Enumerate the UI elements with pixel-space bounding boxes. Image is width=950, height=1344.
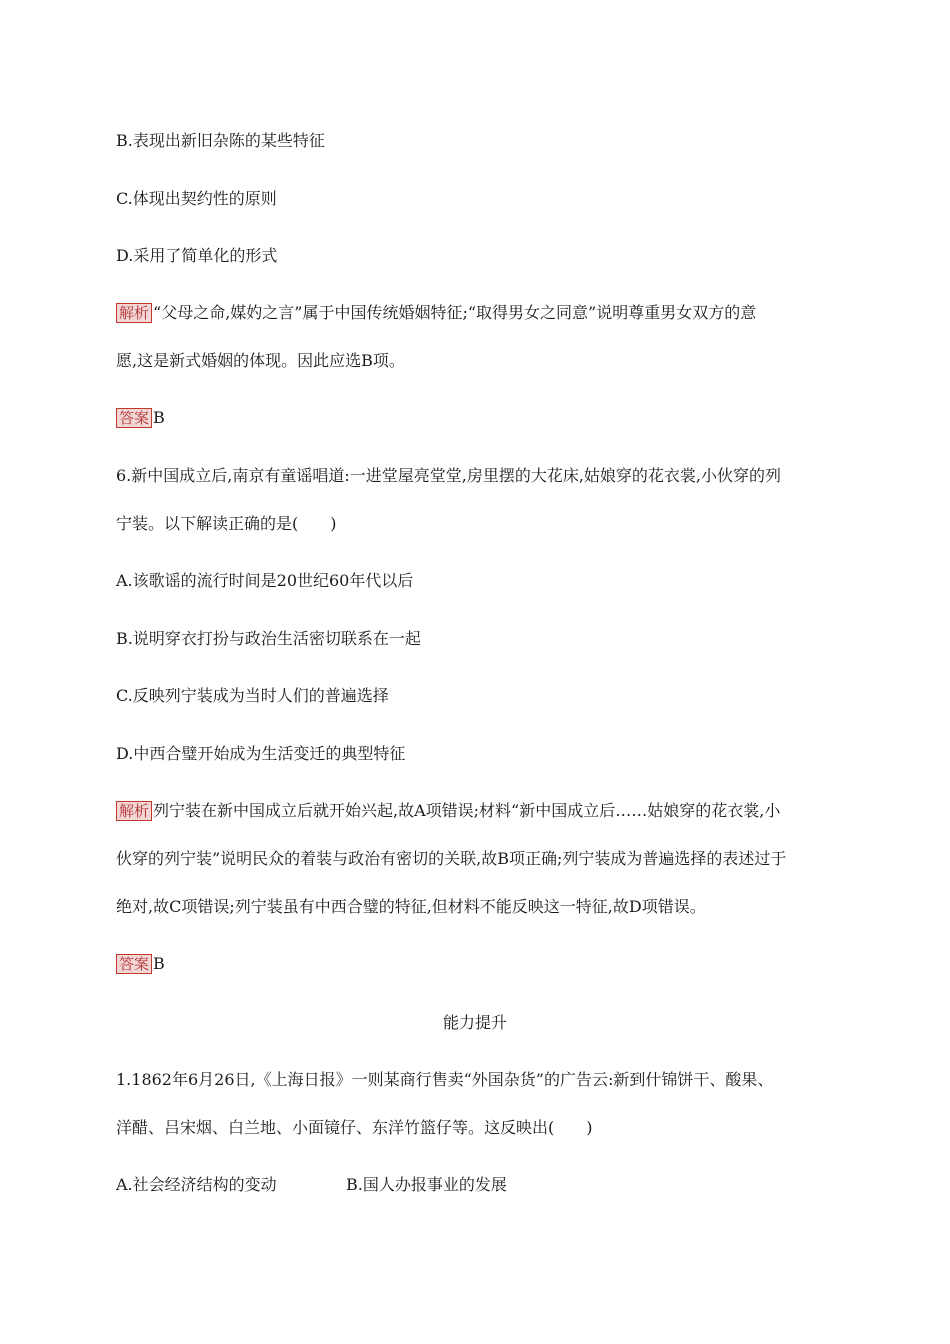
q5-answer-value: B xyxy=(153,408,165,427)
analysis-tag: 解析 xyxy=(116,303,152,323)
q6-option-a: A.该歌谣的流行时间是20世纪60年代以后 xyxy=(116,571,414,590)
q5-option-b: B.表现出新旧杂陈的某些特征 xyxy=(116,131,325,150)
q6-answer-value: B xyxy=(153,954,165,973)
q5-answer xyxy=(116,408,165,428)
q6-answer xyxy=(116,954,165,974)
analysis-tag: 解析 xyxy=(116,801,152,821)
q1-stem-line-1: 1.1862年6月26日,《上海日报》一则某商行售卖“外国杂货”的广告云:新到什锦饼干、酸果、 xyxy=(116,1070,774,1089)
q6-option-c: C.反映列宁装成为当时人们的普遍选择 xyxy=(116,686,389,705)
q6-stem-line-1: 6.新中国成立后,南京有童谣唱道:一进堂屋亮堂堂,房里摆的大花床,姑娘穿的花衣裳,小伙穿的列 xyxy=(116,466,782,485)
q5-analysis-text-1: “父母之命,媒妁之言”属于中国传统婚姻特征;“取得男女之同意”说明尊重男女双方的意 xyxy=(153,303,757,322)
q6-option-b: B.说明穿衣打扮与政治生活密切联系在一起 xyxy=(116,629,421,648)
q1-option-a: A.社会经济结构的变动 xyxy=(116,1175,277,1194)
q5-analysis-line-2: 愿,这是新式婚姻的体现。因此应选B项。 xyxy=(116,351,405,370)
q6-analysis-line-3: 绝对,故C项错误;列宁装虽有中西合璧的特征,但材料不能反映这一特征,故D项错误。 xyxy=(116,897,706,916)
q6-analysis-text-1: 列宁装在新中国成立后就开始兴起,故A项错误;材料“新中国成立后……姑娘穿的花衣裳,小 xyxy=(153,801,781,820)
q6-option-d: D.中西合璧开始成为生活变迁的典型特征 xyxy=(116,744,406,763)
q6-stem-line-2: 宁装。以下解读正确的是( ) xyxy=(116,514,337,533)
q6-analysis-line-2: 伙穿的列宁装”说明民众的着装与政治有密切的关联,故B项正确;列宁装成为普遍选择的表述过于 xyxy=(116,849,787,868)
answer-tag: 答案 xyxy=(116,954,152,974)
q5-option-d: D.采用了简单化的形式 xyxy=(116,246,278,265)
q6-analysis-line-1 xyxy=(116,801,836,821)
q5-analysis-line-1 xyxy=(116,303,836,323)
answer-tag: 答案 xyxy=(116,408,152,428)
section-title: 能力提升 xyxy=(442,1013,507,1032)
q1-option-b: B.国人办报事业的发展 xyxy=(346,1175,507,1194)
q5-option-c: C.体现出契约性的原则 xyxy=(116,189,277,208)
q1-stem-line-2: 洋醋、吕宋烟、白兰地、小面镜仔、东洋竹篮仔等。这反映出( ) xyxy=(116,1118,593,1137)
